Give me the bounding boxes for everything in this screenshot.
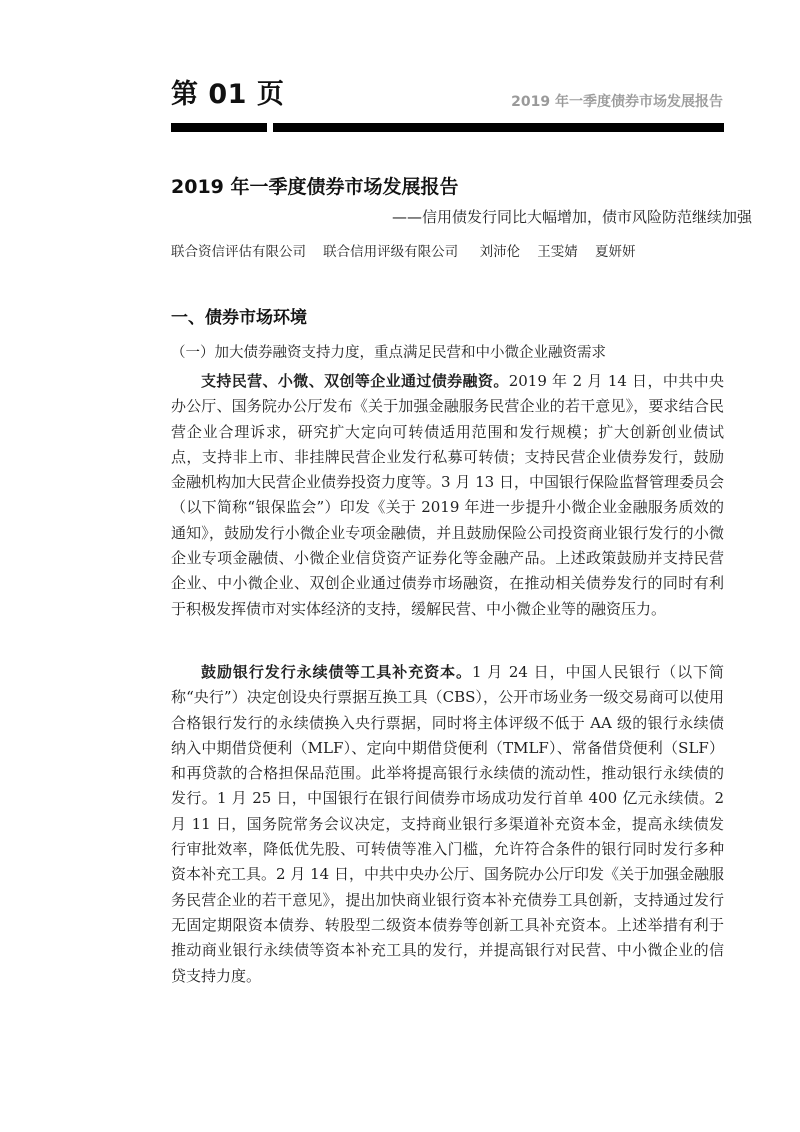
header-rule-long [273,123,724,132]
paragraph-body: 2019 年 2 月 14 日，中共中央办公厅、国务院办公厅发布《关于加强金融服务民营企业的若干意见》，要求结合民营企业合理诉求，研究扩大定向可转债适用范围和发行规模；扩大创新创业债试点，支持非上市、非挂牌民营企业发行私募可转债；支持民营企业债券发行，鼓励金融机构加大民营企业债券投资力度等。3 月 13 日，中国银行保险监督管理委员会（以下简称“银保监会”）印发《关于 2019 年进一步提升小微企业金融服务质效的通知》，鼓励发行小微企业专项金融债，并且鼓励保险公司投资商业银行发行的小微企业专项金融债、小微企业信贷资产证券化等金融产品。上述政策鼓励并支持民营企业、中小微企业、双创企业通过债券市场融资，在推动相关债券发行的同时有利于积极发挥债市对实体经济的支持，缓解民营、中小微企业等的融资压力。 [171,372,724,618]
section-heading: 一、债券市场环境 [171,308,307,328]
section-subheading: （一）加大债券融资支持力度，重点满足民营和中小微企业融资需求 [171,345,606,361]
paragraph-lead: 支持民营、小微、双创等企业通过债券融资。 [201,372,509,390]
paragraph [171,369,724,622]
header-rule-short [171,123,267,132]
document-subtitle: ——信用债发行同比大幅增加，债市风险防范继续加强 [391,208,752,226]
header-report-title: 2019 年一季度债券市场发展报告 [511,94,723,110]
author-line: 联合资信评估有限公司 联合信用评级有限公司 刘沛伦 王雯婧 夏妍妍 [171,244,636,260]
document-title: 2019 年一季度债券市场发展报告 [171,176,459,198]
page-label: 第 01 页 [171,79,285,110]
paragraph-lead: 鼓励银行发行永续债等工具补充资本。 [201,663,472,681]
paragraph-body: 1 月 24 日，中国人民银行（以下简称“央行”）决定创设央行票据互换工具（CBS），公开市场业务一级交易商可以使用合格银行发行的永续债换入央行票据，同时将主体评级不低于 AA 级的银行永续债纳入中期借贷便利（MLF）、定向中期借贷便利（TMLF）、常备借贷便利（SLF）和再贷款的合格担保品范围。此举将提高银行永续债的流动性，推动银行永续债的发行。1 月 25 日，中国银行在银行间债券市场成功发行首单 400 亿元永续债。2 月 11 日，国务院常务会议决定，支持商业银行多渠道补充资本金，提高永续债发行审批效率，降低优先股、可转债等准入门槛，允许符合条件的银行同时发行多种资本补充工具。2 月 14 日，中共中央办公厅、国务院办公厅印发《关于加强金融服务民营企业的若干意见》，提出加快商业银行资本补充债券工具创新，支持通过发行无固定期限资本债券、转股型二级资本债券等创新工具补充资本。上述举措有利于推动商业银行永续债等资本补充工具的发行，并提高银行对民营、中小微企业的信贷支持力度。 [171,663,724,985]
paragraph [171,660,724,989]
